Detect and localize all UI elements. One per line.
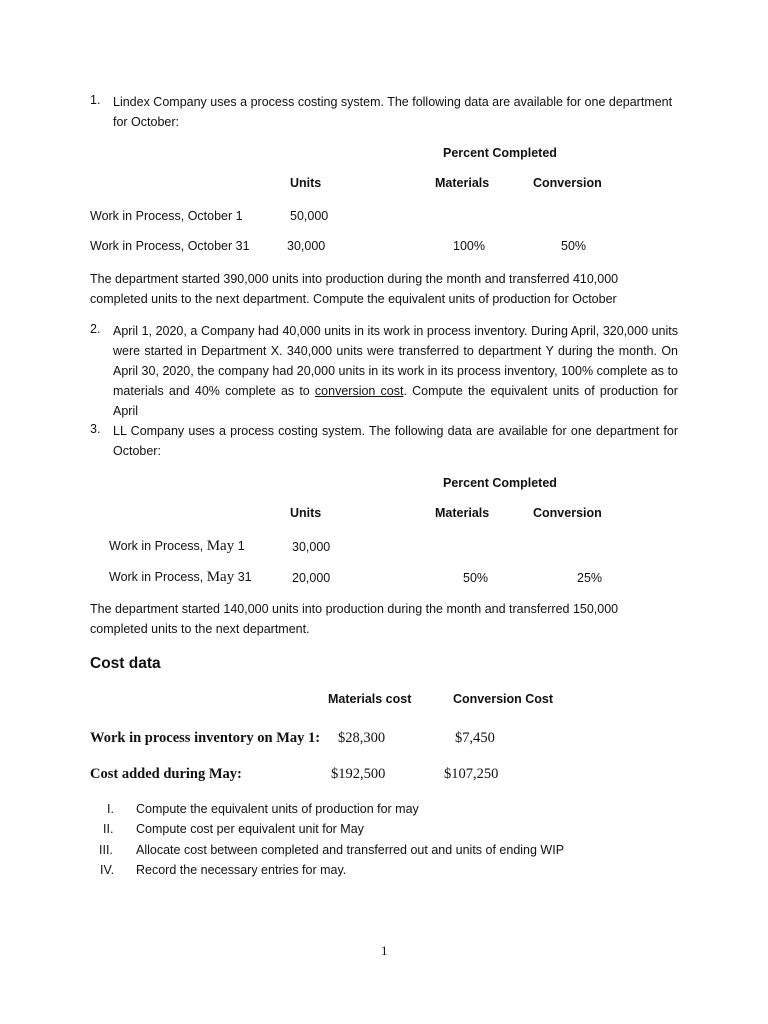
cost-materials-header: Materials cost <box>328 692 412 706</box>
q3-row2-units: 20,000 <box>292 571 331 585</box>
q2-conversion-cost-link: conversion cost <box>314 384 404 398</box>
q3-row2-label-prefix: Work in Process, <box>109 570 207 584</box>
q3-outro: The department started 140,000 units into production during the month and transferred 150,000 completed units to the next department. <box>90 602 619 636</box>
q1-units-header: Units <box>290 176 322 190</box>
q3-units-header: Units <box>290 506 322 520</box>
q1-row2-label: Work in Process, October 31 <box>90 239 250 253</box>
q3-number: 3. <box>90 422 101 436</box>
cost-row2-materials: $192,500 <box>331 766 386 782</box>
q2-text <box>113 321 678 421</box>
cost-row2-label: Cost added during May: <box>90 766 242 782</box>
q3-row2-materials: 50% <box>463 571 489 585</box>
q1-outro: The department started 390,000 units into production during the month and transferred 410,000 completed units to the next department. Compute the equivalent units of production for October <box>90 272 619 306</box>
task-1-text: Compute the equivalent units of production for may <box>136 802 419 816</box>
q3-row2-conversion: 25% <box>577 571 603 585</box>
cost-row1-conversion: $7,450 <box>455 730 495 746</box>
task-4-text: Record the necessary entries for may. <box>136 863 347 877</box>
q3-intro: LL Company uses a process costing system. The following data are available for one department for October: <box>113 424 678 458</box>
q3-row2-month: May <box>206 569 235 585</box>
task-2-text: Compute cost per equivalent unit for May <box>136 822 364 836</box>
task-2-numeral: II. <box>103 822 114 836</box>
q2-number: 2. <box>90 322 101 336</box>
cost-data-heading: Cost data <box>90 655 161 672</box>
cost-row1-materials: $28,300 <box>338 730 386 746</box>
q3-row1-units: 30,000 <box>292 540 331 554</box>
q1-row1-units: 50,000 <box>290 209 329 223</box>
task-3-numeral: III. <box>99 843 113 857</box>
q3-row1-month: May <box>206 538 235 554</box>
q3-row2-label-suffix: 31 <box>234 570 252 584</box>
q3-row1-label-suffix: 1 <box>234 539 245 553</box>
task-3-text: Allocate cost between completed and transferred out and units of ending WIP <box>136 843 565 857</box>
page-number: 1 <box>381 943 388 958</box>
cost-conversion-header: Conversion Cost <box>453 692 554 706</box>
cost-row2-conversion: $107,250 <box>444 766 499 782</box>
q2-text-before: April 1, 2020, a Company had 40,000 units in its work in process inventory. During April, 320,000 units were started in Department X. 340,000 units were transferred to department Y during the month. On April 30, 2020, the company had 20,000 units in its work in its process inventory, 100% complete as to materials and 40% complete as to <box>113 324 678 398</box>
q3-row1-label <box>109 538 245 555</box>
q1-intro: Lindex Company uses a process costing system. The following data are available for one department for October: <box>113 95 673 129</box>
cost-row1-label: Work in process inventory on May 1: <box>90 730 321 746</box>
q1-row1-label: Work in Process, October 1 <box>90 209 243 223</box>
q1-row2-conversion: 50% <box>561 239 587 253</box>
q1-row2-materials: 100% <box>453 239 485 253</box>
q1-row2-units: 30,000 <box>287 239 326 253</box>
q3-materials-header: Materials <box>435 506 490 520</box>
q3-conversion-header: Conversion <box>533 506 602 520</box>
q1-materials-header: Materials <box>435 176 490 190</box>
q1-percent-completed-header: Percent Completed <box>443 146 557 160</box>
task-4-numeral: IV. <box>100 863 115 877</box>
q3-row1-label-prefix: Work in Process, <box>109 539 207 553</box>
q1-conversion-header: Conversion <box>533 176 602 190</box>
q3-percent-completed-header: Percent Completed <box>443 476 557 490</box>
q1-number: 1. <box>90 93 101 107</box>
task-1-numeral: I. <box>107 802 114 816</box>
q2-text-after: . Compute the equivalent units of production for April <box>113 384 678 418</box>
q3-row2-label <box>109 569 252 586</box>
